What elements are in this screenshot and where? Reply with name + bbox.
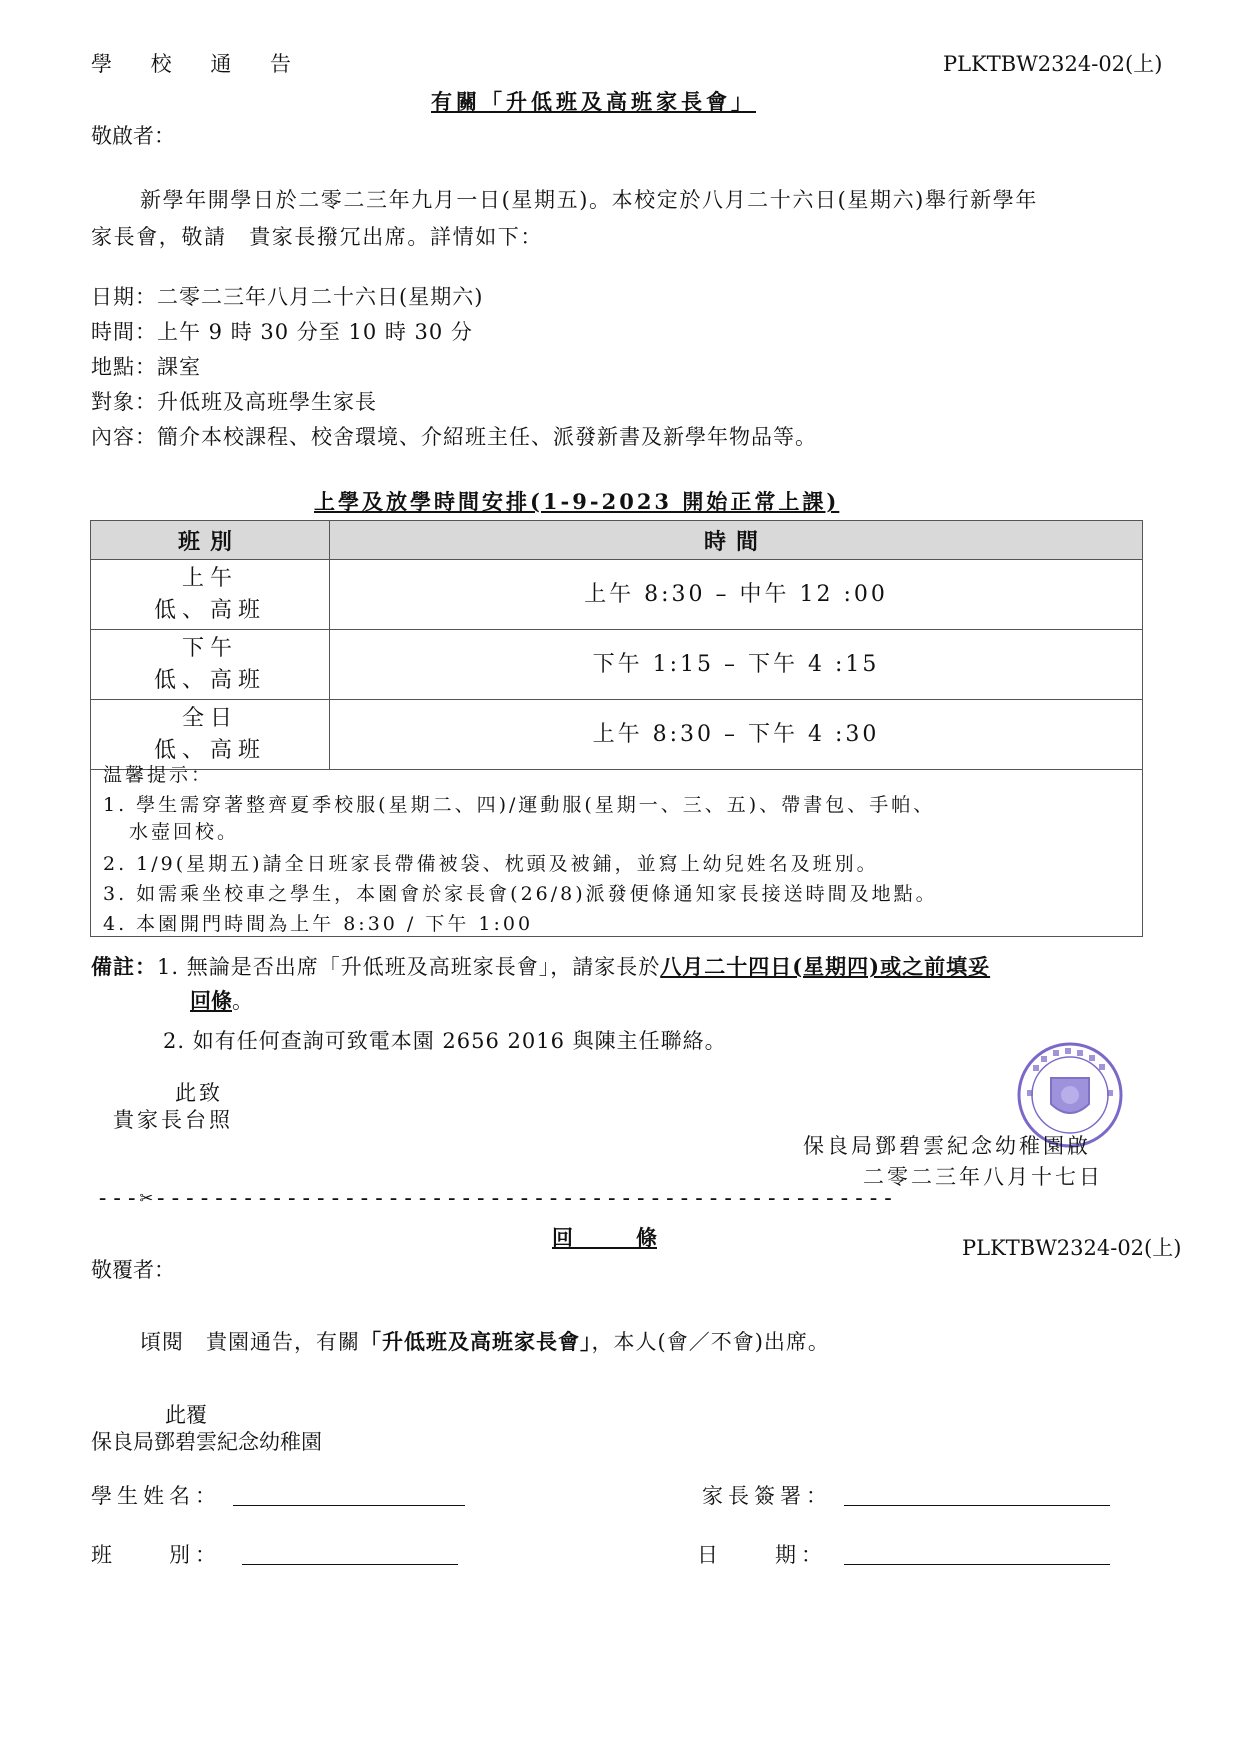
tip-item: 1. 學生需穿著整齊夏季校服(星期二、四)/運動服(星期一、三、五)、帶書包、手帕、: [103, 794, 936, 816]
session-label: 上午: [181, 565, 238, 591]
parent-signature-label: 家長簽署：: [702, 1484, 832, 1508]
detail-date: 日期：二零二三年八月二十六日(星期六): [91, 285, 484, 309]
detail-target: 對象：升低班及高班學生家長: [91, 390, 377, 414]
class-field[interactable]: [242, 1564, 458, 1565]
reply-body-prefix: 頃閱 貴園通告，有關: [140, 1330, 360, 1354]
tips-heading: 温馨提示：: [103, 764, 214, 786]
time-cell: 上午 8:30 – 下午 4 :30: [330, 700, 1143, 770]
student-name-label: 學生姓名：: [91, 1484, 221, 1508]
detail-content: 內容：簡介本校課程、校舍環境、介紹班主任、派發新書及新學年物品等。: [91, 425, 817, 449]
time-cell: 下午 1:15 – 下午 4 :15: [330, 630, 1143, 700]
time-cell: 上午 8:30 – 中午 12 :00: [330, 560, 1143, 630]
reply-sign-2: 保良局鄧碧雲紀念幼稚園: [91, 1430, 322, 1454]
reply-code: PLKTBW2324-02(上): [962, 1236, 1182, 1260]
tip-item: 4. 本園開門時間為上午 8:30 / 下午 1:00: [103, 913, 534, 935]
tip-item: 2. 1/9(星期五)請全日班家長帶備被袋、枕頭及被鋪，並寫上幼兒姓名及班別。: [103, 853, 879, 875]
remark-end: 。: [232, 989, 253, 1013]
class-label: 班 別：: [91, 1543, 221, 1567]
tips-box: [90, 757, 1143, 937]
closing-school: 保良局鄧碧雲紀念幼稚園啟: [803, 1134, 1091, 1158]
levels-label: 低、高班: [153, 667, 266, 693]
reply-title: 回 條: [552, 1225, 657, 1250]
closing-date: 二零二三年八月十七日: [863, 1165, 1103, 1189]
tip-item: 水壺回校。: [129, 821, 240, 843]
remark-2: 2. 如有任何查詢可致電本園 2656 2016 與陳主任聯絡。: [163, 1029, 727, 1053]
header-class: 班別: [91, 521, 330, 560]
reply-body-bold: 「升低班及高班家長會」: [360, 1329, 592, 1354]
date-field[interactable]: [844, 1564, 1110, 1565]
session-label: 下午: [181, 635, 238, 661]
tip-item: 3. 如需乘坐校車之學生，本園會於家長會(26/8)派發便條通知家長接送時間及地點。: [103, 883, 938, 905]
remark-1-text: 1. 無論是否出席「升低班及高班家長會」，請家長於: [157, 955, 661, 979]
table-row: [91, 630, 1143, 700]
intro-line-1: 新學年開學日於二零二三年九月一日(星期五)。本校定於八月二十六日(星期六)舉行新學年: [140, 188, 1038, 212]
table-row: [91, 560, 1143, 630]
intro-line-2: 家長會，敬請 貴家長撥冗出席。詳情如下：: [91, 225, 543, 249]
schedule-header-row: [91, 521, 1143, 560]
levels-label: 低、高班: [153, 737, 266, 763]
notice-label: 學 校 通 告: [91, 52, 308, 76]
remark-1: [91, 951, 990, 981]
schedule-table: [90, 520, 1143, 770]
parent-signature-field[interactable]: [844, 1505, 1110, 1506]
notice-code: PLKTBW2324-02(上): [943, 52, 1163, 76]
levels-label: 低、高班: [153, 597, 266, 623]
closing-to-1: 此致: [175, 1081, 223, 1105]
closing-to-2: 貴家長台照: [113, 1108, 233, 1132]
detail-time: 時間：上午 9 時 30 分至 10 時 30 分: [91, 320, 473, 344]
notice-title: 有關「升低班及高班家長會」: [431, 89, 756, 114]
schedule-title: 上學及放學時間安排(1-9-2023 開始正常上課): [314, 489, 840, 514]
remark-label: 備註：: [91, 954, 157, 979]
remark-deadline: 八月二十四日(星期四)或之前填妥: [660, 954, 991, 979]
reply-body: [140, 1326, 830, 1356]
reply-greeting: 敬覆者：: [91, 1258, 175, 1282]
class-cell: [91, 630, 330, 700]
session-label: 全日: [181, 705, 238, 731]
reply-body-suffix: ，本人(會／不會)出席。: [591, 1330, 830, 1354]
header-time: 時間: [330, 521, 1143, 560]
cut-line: ---✂---------------------------------------------------: [96, 1186, 896, 1211]
class-cell: [91, 560, 330, 630]
remark-1-cont: [190, 985, 253, 1015]
remark-reply-slip: 回條: [190, 988, 232, 1013]
date-label: 日 期：: [697, 1543, 827, 1567]
reply-sign-1: 此覆: [165, 1403, 207, 1427]
greeting: 敬啟者：: [91, 124, 175, 148]
detail-place: 地點：課室: [91, 355, 201, 379]
student-name-field[interactable]: [233, 1505, 465, 1506]
